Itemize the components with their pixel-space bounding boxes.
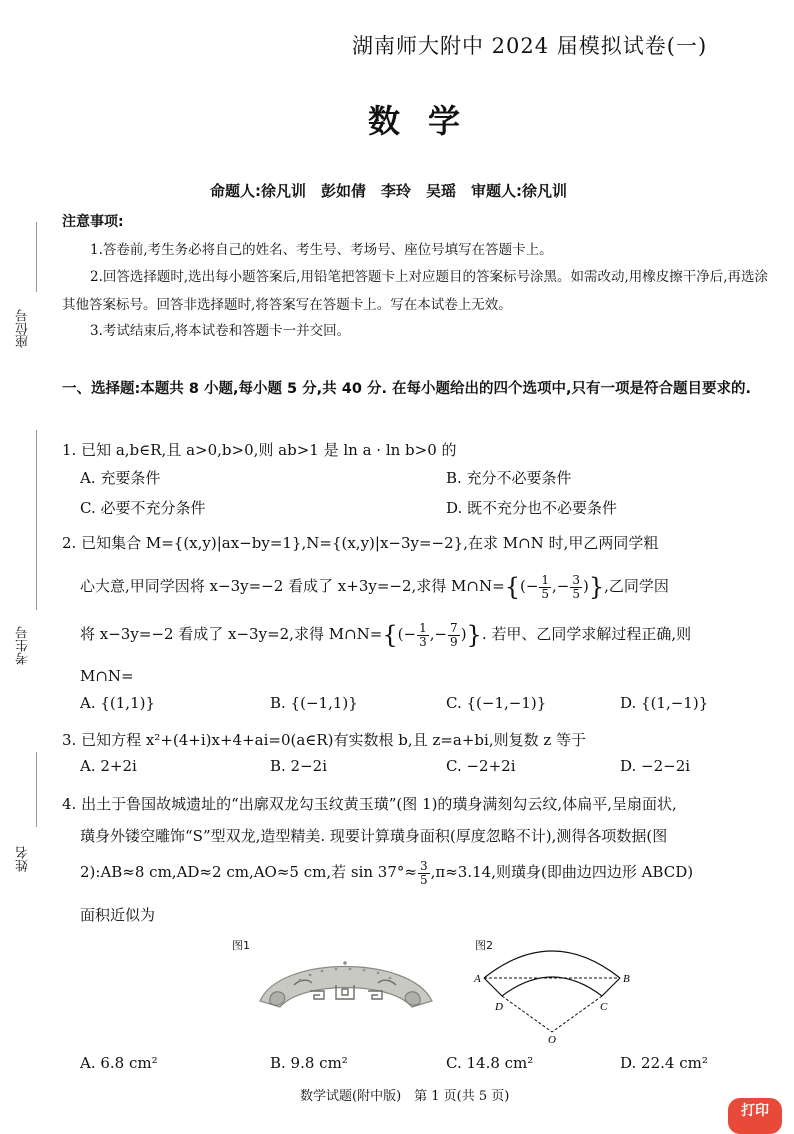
figure-1-label: 图1: [232, 939, 250, 952]
question-2-line: M∩N=: [80, 667, 134, 685]
fraction-denominator: 5: [419, 872, 428, 887]
side-divider: [36, 752, 37, 827]
question-2-options: [80, 694, 780, 722]
question-2-text: 将 x−3y=−2 看成了 x−3y=2,求得 M∩N=: [80, 625, 383, 643]
side-divider: [36, 222, 37, 292]
option-b: B. 2−2i: [270, 757, 328, 775]
option-a: A. {(1,1)}: [80, 694, 156, 712]
option-a: A. 充要条件: [80, 469, 161, 487]
fraction-numerator: 3: [419, 858, 428, 873]
fraction-denominator: 5: [572, 586, 581, 601]
fraction-denominator: 3: [419, 634, 427, 649]
segment-do: [502, 996, 552, 1032]
question-4-text: 2):AB≈8 cm,AD≈2 cm,AO≈5 cm,若 sin 37°≈: [80, 863, 417, 881]
option-d: D. {(1,−1)}: [620, 694, 709, 712]
option-c: C. {(−1,−1)}: [446, 694, 547, 712]
fraction: [418, 860, 430, 887]
option-d: D. −2−2i: [620, 757, 691, 775]
question-3-stem: 3. 已知方程 x²+(4+i)x+4+ai=0(a∈R)有实数根 b,且 z=a+bi,则复数 z 等于: [62, 731, 587, 749]
question-2-text: 心大意,甲同学因将 x−3y=−2 看成了 x+3y=−2,求得 M∩N=: [80, 577, 505, 595]
figure-1-jade-image: [250, 945, 440, 1025]
point-label: B: [623, 973, 630, 985]
brace: {: [382, 621, 398, 649]
option-a: A. 2+2i: [80, 757, 137, 775]
question-1-options: [80, 467, 780, 495]
option-b: B. 9.8 cm²: [270, 1054, 348, 1072]
question-3-options: [80, 757, 780, 785]
segment-ad: [484, 978, 502, 996]
fraction: [417, 622, 429, 649]
authors-line: 命题人:徐凡训 彭如倩 李玲 吴瑶 审题人:徐凡训: [210, 182, 567, 200]
notice-item: 2.回答选择题时,选出每小题答案后,用铅笔把答题卡上对应题目的答案标号涂黑。如需改动,用橡皮擦干净后,再选涂其他答案标号。回答非选择题时,将答案写在答题卡上。写在本试卷上无效。: [62, 269, 769, 313]
outer-arc: [484, 951, 620, 978]
question-2-line: 心大意,甲同学因将 x−3y=−2 看成了 x+3y=−2,求得 M∩N={(− $\frac{1}{5}$ ,− $\frac{3}{5}$ )},乙同学因: [80, 572, 669, 601]
fraction: [570, 574, 582, 601]
page-footer: 数学试题(附中版) 第 1 页(共 5 页): [300, 1089, 510, 1104]
question-4-line: 璜身外镂空雕饰“S”型双龙,造型精美. 现要计算璜身面积(厚度忽略不计),测得各项数据(图: [80, 827, 668, 845]
fraction-denominator: 9: [450, 634, 458, 649]
option-d: D. 22.4 cm²: [620, 1054, 708, 1072]
question-2-text: . 若甲、乙同学求解过程正确,则: [481, 625, 692, 643]
subject-title: 数学: [368, 102, 489, 140]
exam-header-title: 湖南师大附中 2024 届模拟试卷(一): [352, 34, 708, 58]
fraction: [539, 574, 551, 601]
fraction-numerator: 3: [572, 572, 581, 587]
question-4-line: [62, 852, 794, 892]
question-4-line: 4. 出土于鲁国故城遗址的“出廓双龙勾玉纹黄玉璜”(图 1)的璜身满刻勾云纹,体扁平,呈扇面状,: [62, 795, 677, 813]
brace: {: [504, 573, 520, 601]
brace: }: [588, 573, 605, 601]
segment-co: [552, 996, 602, 1032]
point-label: O: [548, 1034, 556, 1045]
notice-heading: 注意事项:: [62, 214, 124, 230]
side-divider: [36, 430, 37, 610]
option-a: A. 6.8 cm²: [80, 1054, 158, 1072]
inner-arc: [502, 977, 602, 996]
side-label-seat: 座位号: [16, 309, 31, 348]
option-b: B. 充分不必要条件: [446, 469, 572, 487]
question-2-line: 2. 已知集合 M={(x,y)|ax−by=1},N={(x,y)|x−3y=−2},在求 M∩N 时,甲乙两同学粗: [62, 534, 659, 552]
notice-item: 1.答卷前,考生务必将自己的姓名、考生号、考场号、座位号填写在答题卡上。: [90, 242, 553, 258]
option-c: C. 必要不充分条件: [80, 499, 206, 517]
question-4-options: [80, 1054, 780, 1082]
side-label-name: 姓名: [16, 846, 31, 872]
brace: }: [466, 621, 482, 649]
point-label: A: [474, 973, 481, 985]
notice-item: 3.考试结束后,将本试卷和答题卡一并交回。: [90, 323, 351, 339]
print-stamp[interactable]: 打印: [728, 1098, 782, 1134]
question-1-stem: 1. 已知 a,b∈R,且 a>0,b>0,则 ab>1 是 ln a · ln b>0 的: [62, 441, 457, 459]
fraction-numerator: 1: [541, 572, 550, 587]
question-2-text: ,乙同学因: [604, 577, 669, 595]
question-2-line: 将 x−3y=−2 看成了 x−3y=2,求得 M∩N={(− $\frac{1}{3}$ ,− $\frac{7}{9}$ )}. 若甲、乙同学求解过程正确,则: [80, 620, 692, 649]
fraction: [448, 622, 460, 649]
option-d: D. 既不充分也不必要条件: [446, 499, 618, 517]
section-heading: 一、选择题:本题共 8 小题,每小题 5 分,共 40 分. 在每小题给出的四个选项中,只有一项是符合题目要求的.: [62, 381, 752, 397]
figure-2-label: 图2: [475, 939, 493, 952]
option-c: C. 14.8 cm²: [446, 1054, 534, 1072]
question-4-line: 面积近似为: [80, 906, 156, 924]
segment-bc: [602, 978, 620, 996]
fraction-numerator: 1: [419, 620, 427, 635]
question-4-text: ,π≈3.14,则璜身(即曲边四边形 ABCD): [430, 863, 694, 881]
point-label: C: [600, 1001, 608, 1013]
figure-2-sector-diagram: [470, 940, 640, 1045]
option-c: C. −2+2i: [446, 757, 516, 775]
fraction-numerator: 7: [450, 620, 458, 635]
option-b: B. {(−1,1)}: [270, 694, 358, 712]
fraction-denominator: 5: [541, 586, 550, 601]
question-1-options: [80, 497, 780, 525]
side-label-candidate: 考生号: [16, 626, 31, 665]
point-label: D: [495, 1001, 503, 1013]
